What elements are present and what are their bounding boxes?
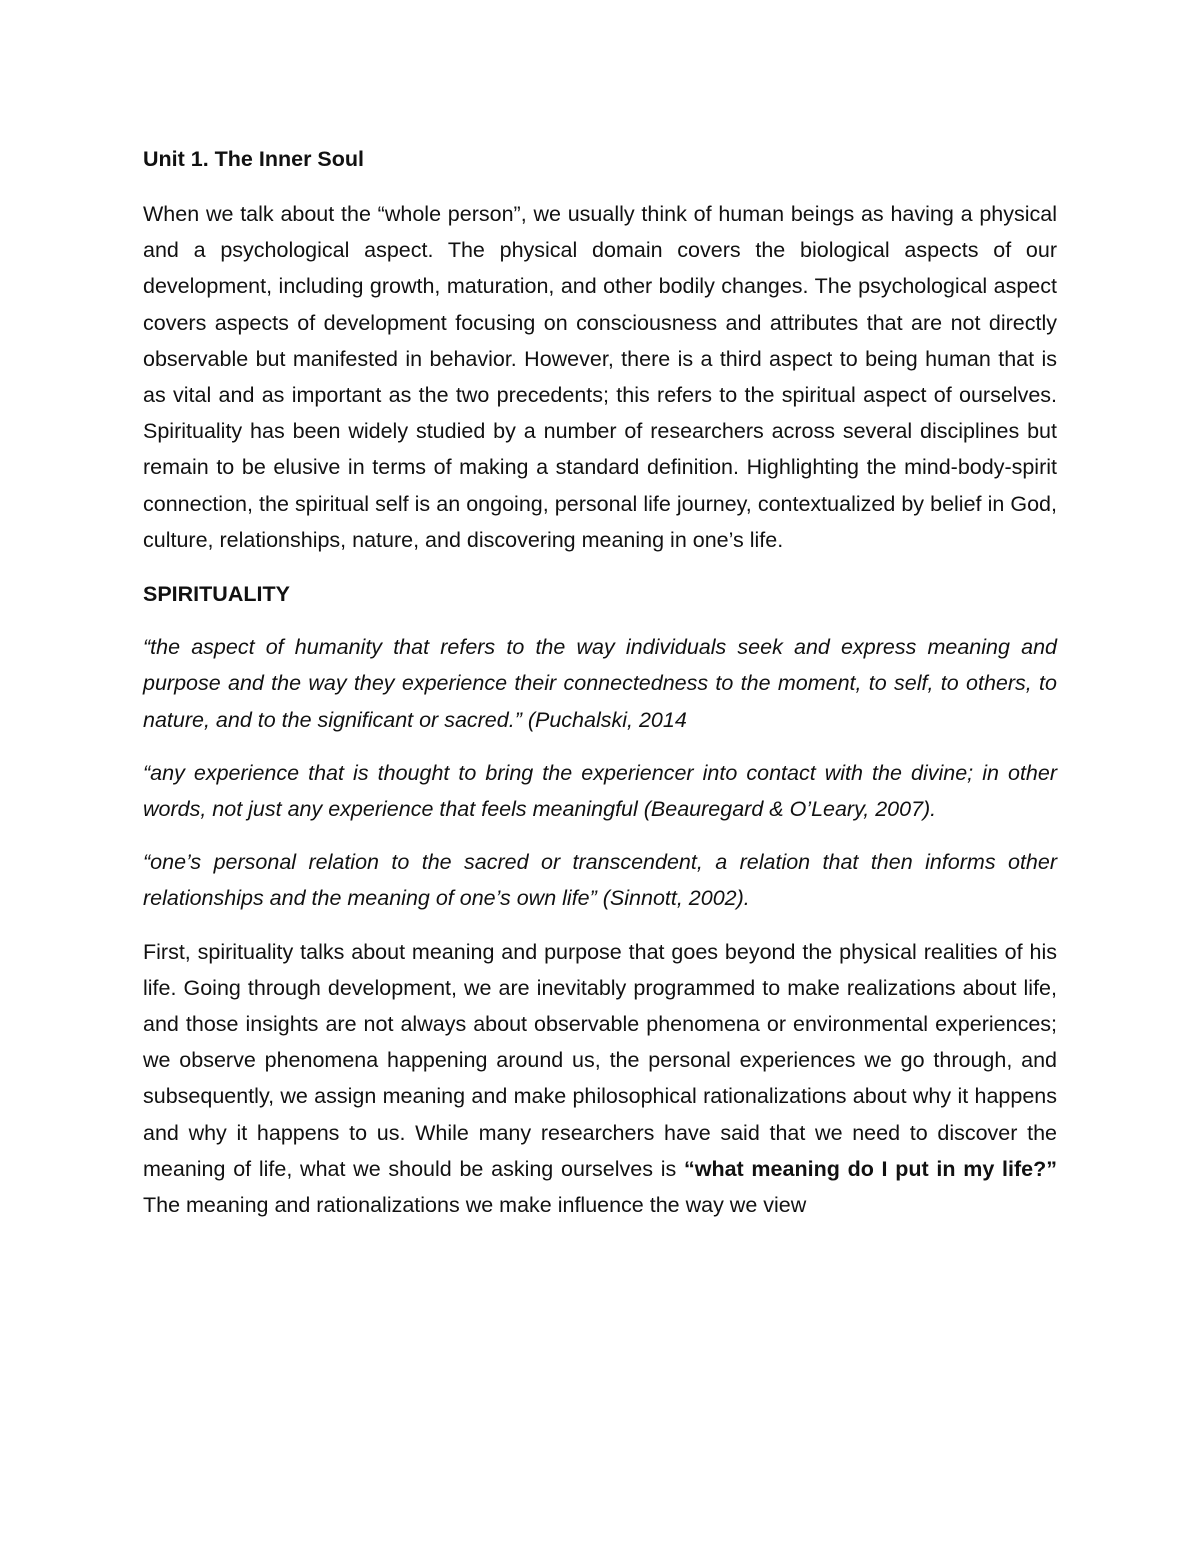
closing-text-start: First, spirituality talks about meaning and purpose that goes beyond the physical realities of his life. Going through development, we are inevitably programmed to make realizations about life, and those insights are not always about observable phenomena or environmental experiences; we observe phenomena happening around us, the personal experiences we go through, and subsequently, we assign meaning and make philosophical rationalizations about why it happens and why it happens to us. While many researchers have said that we need to discover the meaning of life, what we should be asking ourselves is [143, 939, 1057, 1181]
intro-paragraph: When we talk about the “whole person”, we usually think of human beings as having a physical and a psychological aspect. The physical domain covers the biological aspects of our development, including growth, maturation, and other bodily changes. The psychological aspect covers aspects of development focusing on consciousness and attributes that are not directly observable but manifested in behavior. However, there is a third aspect to being human that is as vital and as important as the two precedents; this refers to the spiritual aspect of ourselves. Spirituality has been widely studied by a number of researchers across several disciplines but remain to be elusive in terms of making a standard definition. Highlighting the mind-body-spirit connection, the spiritual self is an ongoing, personal life journey, contextualized by belief in God, culture, relationships, nature, and discovering meaning in one’s life. [143, 202, 1057, 552]
definition-quote: “any experience that is thought to bring the experiencer into contact with the divine; in other words, not just any experience that feels meaningful (Beauregard & O’Leary, 2007). [143, 760, 1057, 822]
definition-quote: “the aspect of humanity that refers to the way individuals seek and express meaning and purpose and the way they experience their connectedness to the moment, to self, to others, to nature, and to the significant or sacred.” (Puchalski, 2014 [143, 635, 1057, 732]
document-page [143, 142, 1057, 1223]
closing-paragraph [143, 934, 1057, 1224]
section-heading: SPIRITUALITY [143, 582, 290, 607]
unit-title: Unit 1. The Inner Soul [143, 147, 364, 171]
definition-quote: “one’s personal relation to the sacred or transcendent, a relation that then informs other relationships and the meaning of one’s own life” (Sinnott, 2002). [143, 850, 1057, 911]
closing-text-end: The meaning and rationalizations we make influence the way we view [143, 1193, 807, 1218]
emphasized-question: “what meaning do I put in my life?” [683, 1156, 1057, 1181]
